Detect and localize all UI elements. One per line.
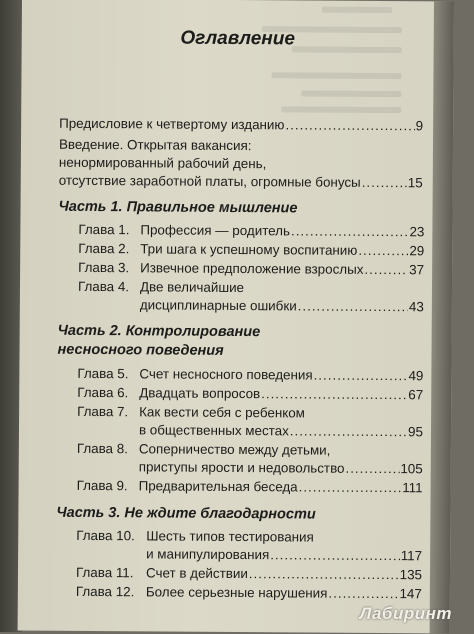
leader-dots	[299, 478, 402, 497]
part-heading-3: Часть 3. Не ждите благодарности	[56, 504, 316, 523]
chapter-number: Глава 11.	[75, 564, 134, 581]
chapter-title: Профессия — родитель	[140, 222, 291, 239]
leader-dots	[291, 222, 409, 241]
chapter-number: Глава 9.	[76, 477, 128, 494]
chapter-page: 67	[408, 387, 424, 403]
toc-chapter-1	[78, 221, 424, 241]
toc-entry-intro-line2: ненормированный рабочий день,	[58, 154, 267, 172]
page-edge	[430, 1, 454, 633]
chapter-page: 49	[408, 368, 424, 384]
chapter-number: Глава 3.	[78, 259, 130, 276]
chapter-page: 135	[399, 567, 423, 583]
leader-dots	[358, 242, 408, 260]
chapter-number: Глава 2.	[78, 240, 130, 257]
chapter-title: Две величайшие	[139, 279, 245, 296]
chapter-page: 147	[399, 586, 422, 602]
chapter-title: Счет в действии	[145, 565, 248, 582]
chapter-page: 111	[402, 480, 423, 496]
toc-chapter-5	[77, 365, 423, 385]
chapter-page: 29	[409, 243, 425, 259]
toc-chapter-7-line1	[77, 403, 423, 423]
chapter-number: Глава 7.	[77, 403, 129, 420]
toc-chapter-10-line1	[76, 527, 422, 547]
toc-entry-title: отсутствие заработной платы, огромные бонусы	[58, 172, 361, 190]
chapter-page: 23	[409, 224, 425, 240]
chapter-page: 117	[400, 548, 423, 564]
chapter-title-cont: и манипулирования	[146, 546, 270, 563]
toc-entry-intro-line1: Введение. Открытая вакансия:	[58, 136, 252, 154]
chapter-number: Глава 1.	[78, 221, 130, 238]
book-page	[18, 0, 454, 633]
toc-entry-page: 15	[407, 175, 423, 191]
chapter-title-cont: дисциплинарные ошибки	[139, 297, 297, 314]
leader-dots	[362, 174, 407, 192]
toc-entry-title: Предисловие к четвертому изданию	[59, 115, 285, 133]
chapter-title-cont: приступы ярости и недовольство	[138, 459, 345, 476]
chapter-page: 95	[408, 424, 424, 440]
toc-chapter-4	[78, 296, 424, 316]
chapter-title: Извечное предположение взрослых	[140, 260, 364, 277]
leader-dots	[298, 297, 408, 316]
chapter-title: Двадцать вопросов	[139, 385, 261, 402]
chapter-number: Глава 10.	[76, 527, 135, 544]
chapter-title: Счет несносного поведения	[139, 366, 313, 383]
chapter-title: Шесть типов тестирования	[146, 528, 314, 545]
chapter-title: Предварительная беседа	[138, 478, 298, 495]
toc-chapter-9	[77, 477, 423, 497]
toc-chapter-8-line1	[77, 440, 423, 460]
leader-dots	[270, 546, 400, 565]
toc-entry-intro	[59, 172, 423, 193]
chapter-number: Глава 4.	[77, 278, 130, 295]
chapter-title-cont: в общественных местах	[138, 422, 289, 439]
leader-dots	[285, 116, 414, 135]
toc-entry-page: 9	[415, 118, 424, 134]
page-title: Оглавление	[180, 27, 296, 50]
toc-entry-preface	[59, 115, 423, 136]
chapter-number: Глава 12.	[75, 583, 135, 600]
part-heading-2-line2: несносного поведения	[57, 341, 224, 359]
toc-chapter-8	[77, 458, 423, 478]
chapter-title: Как вести себя с ребенком	[139, 404, 305, 421]
leader-dots	[261, 385, 407, 404]
part-heading-1: Часть 1. Правильное мышление	[58, 198, 298, 217]
chapter-title: Более серьезные нарушения	[145, 584, 328, 601]
toc-chapter-2	[78, 240, 424, 260]
leader-dots	[328, 585, 398, 603]
leader-dots	[364, 261, 408, 279]
toc-chapter-12	[76, 583, 422, 603]
watermark-logo: Лабиринт	[359, 604, 452, 623]
chapter-number: Глава 5.	[77, 365, 129, 382]
chapter-title: Соперничество между детьми,	[138, 441, 331, 458]
part-heading-2-line1: Часть 2. Контролирование	[57, 322, 261, 341]
chapter-page: 105	[400, 461, 423, 477]
leader-dots	[290, 422, 407, 441]
toc-chapter-11	[76, 564, 422, 584]
toc-chapter-4-line1	[78, 278, 424, 298]
leader-dots	[314, 367, 408, 386]
chapter-title: Три шага к успешному воспитанию	[140, 241, 358, 258]
chapter-number: Глава 6.	[77, 384, 129, 401]
toc-chapter-10	[76, 545, 422, 565]
toc-chapter-3	[78, 259, 424, 279]
chapter-page: 37	[409, 262, 425, 278]
chapter-number: Глава 8.	[76, 440, 128, 457]
toc-chapter-6	[77, 384, 423, 404]
chapter-page: 43	[408, 299, 424, 315]
toc-chapter-7	[77, 421, 423, 441]
leader-dots	[249, 565, 399, 584]
leader-dots	[345, 460, 399, 478]
